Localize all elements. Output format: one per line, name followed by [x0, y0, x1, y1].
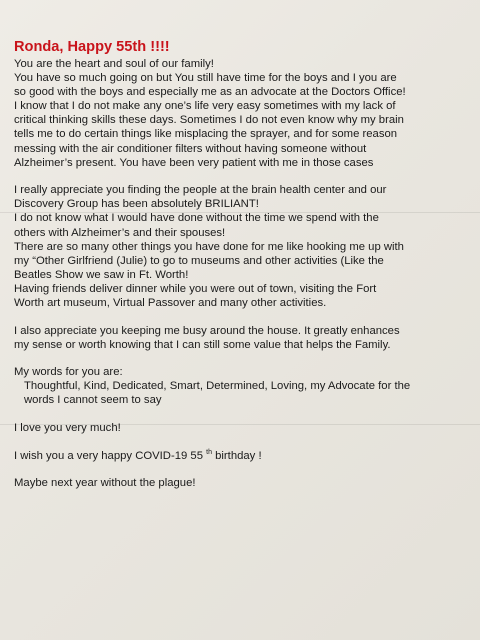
birthday-wish-end: birthday !	[211, 449, 262, 462]
letter-line: tells me to do certain things like misplacing the sprayer, and for some reason	[14, 128, 398, 141]
paper-fold-line	[0, 212, 480, 213]
paper-fold-line	[0, 424, 480, 425]
birthday-wish-line	[14, 449, 470, 463]
letter-line: I know that I do not make any one’s life very easy sometimes with my lack of	[14, 100, 396, 113]
letter-line: Beatles Show we saw in Ft. Worth!	[14, 268, 189, 281]
paragraph-house	[14, 324, 470, 352]
letter-line: Discovery Group has been absolutely BRILIANT!	[14, 198, 259, 211]
letter-line: You have so much going on but You still have time for the boys and I you are	[14, 72, 397, 85]
letter-line: so good with the boys and especially me as an advocate at the Doctors Office!	[14, 86, 406, 99]
paragraph-words	[14, 365, 470, 407]
letter-line: Having friends deliver dinner while you were out of town, visiting the Fort	[14, 282, 377, 295]
letter-line: my sense or worth knowing that I can still some value that helps the Family.	[14, 338, 391, 351]
letter-line: Alzheimer’s present. You have been very patient with me in those cases	[14, 156, 374, 169]
letter-line: There are so many other things you have done for me like hooking me up with	[14, 240, 404, 253]
letter-line: I do not know what I would have done without the time we spend with the	[14, 212, 379, 225]
letter-line: critical thinking skills these days. Sometimes I do not even know why my brain	[14, 114, 404, 127]
love-line: I love you very much!	[14, 422, 121, 435]
letter-line: my “Other Girlfriend (Julie) to go to museums and other activities (Like the	[14, 254, 384, 267]
birthday-wish-text: I wish you a very happy COVID-19 55	[14, 449, 207, 462]
birthday-wish-superscript: th	[206, 448, 212, 456]
letter-line: others with Alzheimer’s and their spouses!	[14, 226, 226, 239]
letter-line: messing with the air conditioner filters without having someone without	[14, 142, 367, 155]
letter-heading: Ronda, Happy 55th !!!!	[14, 39, 170, 55]
words-list-line: Thoughtful, Kind, Dedicated, Smart, Determined, Loving, my Advocate for the	[24, 380, 411, 393]
letter-line: I really appreciate you finding the people at the brain health center and our	[14, 184, 387, 197]
letter-line: You are the heart and soul of our family!	[14, 58, 214, 70]
paragraph-appreciation	[14, 183, 470, 310]
closing-line: Maybe next year without the plague!	[14, 477, 196, 490]
words-intro: My words for you are:	[14, 366, 123, 379]
words-list-line: words I cannot seem to say	[24, 394, 162, 407]
letter-line: Worth art museum, Virtual Passover and many other activities.	[14, 297, 327, 309]
paragraph-heart-and-soul	[14, 57, 470, 170]
letter-line: I also appreciate you keeping me busy around the house. It greatly enhances	[14, 324, 400, 337]
